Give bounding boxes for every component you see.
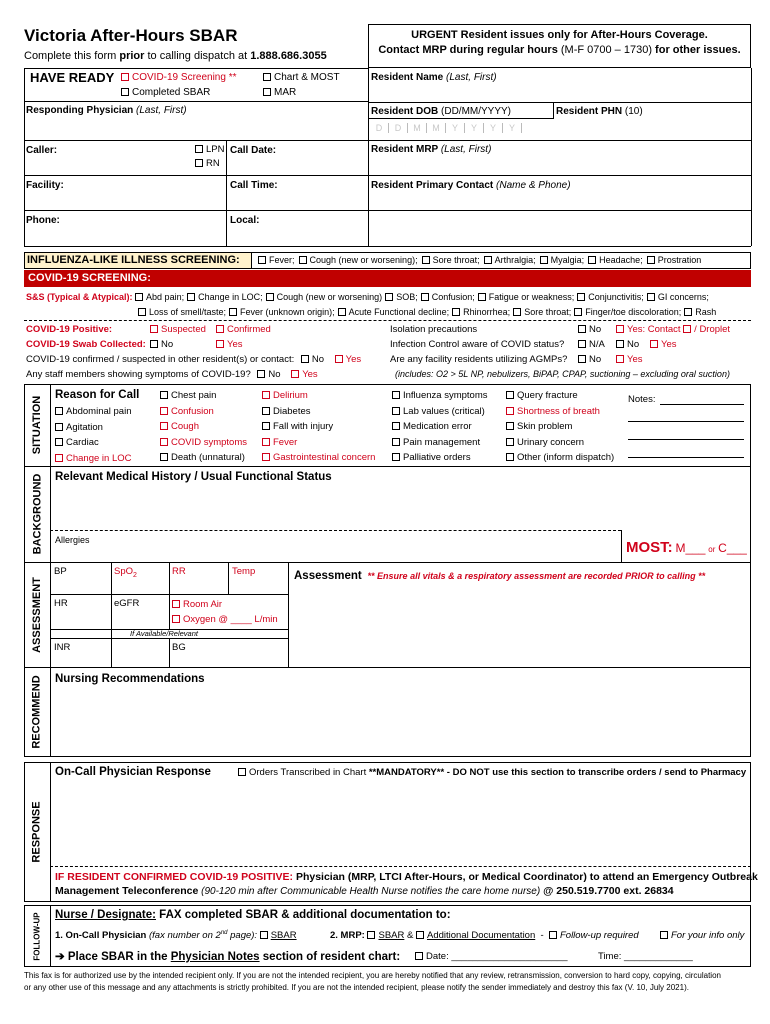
checkbox-item[interactable]: Lab values (critical)	[392, 406, 487, 422]
dob-cell[interactable]: M	[427, 123, 446, 133]
call-time-label: Call Time:	[230, 180, 278, 191]
checkbox-item[interactable]: Delirium	[262, 390, 375, 406]
agmp-includes: (includes: O2 > 5L NP, nebulizers, BiPAP, CPAP, suctioning – excluding oral suction)	[395, 369, 730, 379]
checkbox-item[interactable]: Query fracture	[506, 390, 614, 406]
checkbox-item[interactable]: Cough	[160, 421, 247, 437]
checkbox-item[interactable]: Medication error	[392, 421, 487, 437]
local-label: Local:	[230, 215, 260, 226]
urgent-box: URGENT Resident issues only for After-Hours Coverage. Contact MRP during regular hours (M-F 0700 – 1730) for other issues.	[368, 24, 751, 68]
addl-doc-checkbox[interactable]: Additional Documentation	[416, 930, 535, 941]
covid-positive-notice: IF RESIDENT CONFIRMED COVID-19 POSITIVE: Physician (MRP, LTCI After-Hours, or Medical Coordinator) to attend an Emergency Outbreak	[55, 871, 758, 883]
checkbox-item[interactable]: Fever (unknown origin);	[229, 307, 335, 317]
checkbox-item[interactable]: Change in LOC;	[187, 292, 263, 302]
checkbox-item[interactable]: Confusion;	[421, 292, 475, 302]
followup-required-checkbox[interactable]: Follow-up required	[549, 930, 639, 941]
agmp-no-checkbox[interactable]: No	[578, 354, 601, 365]
ili-label: INFLUENZA-LIKE ILLNESS SCREENING:	[25, 253, 252, 268]
item2-sbar-checkbox[interactable]: SBAR	[367, 930, 404, 941]
checkbox-item[interactable]: Death (unnatural)	[160, 452, 247, 468]
swab-label: COVID-19 Swab Collected:	[26, 339, 146, 350]
covid-screening-checkbox[interactable]: COVID-19 Screening **	[121, 72, 237, 83]
page-title: Victoria After-Hours SBAR	[24, 26, 238, 45]
have-ready-label: HAVE READY	[30, 70, 115, 85]
reason-col-3	[262, 390, 375, 468]
most-status: MOST: M___ or C___	[626, 539, 747, 556]
agmp-label: Are any facility residents utilizing AGMPs?	[390, 354, 568, 365]
lpn-checkbox[interactable]: LPN	[195, 144, 224, 155]
confirmed-checkbox[interactable]: Confirmed	[216, 324, 271, 335]
covid-positive-notice-2: Management Teleconference (90-120 min after Communicable Health Nurse notifies the care home nurse) @ 250.519.7700 ext. 26834	[55, 885, 674, 897]
footer-disclaimer-1: This fax is for authorized use by the intended recipient only. If you are not the intended recipient, you are hereby notified that any review, retransmission, conversion to hard copy, copying, circulation	[24, 971, 721, 980]
ipc-no-checkbox[interactable]: No	[616, 339, 639, 350]
checkbox-item[interactable]: Cough (new or worsening)	[266, 292, 383, 302]
dob-input-cells[interactable]	[370, 123, 522, 134]
suspected-checkbox[interactable]: Suspected	[150, 324, 206, 335]
confirmed-others-line: COVID-19 confirmed / suspected in other resident(s) or contact: No Yes	[26, 354, 362, 365]
if-available-label: If Available/Relevant	[130, 629, 198, 638]
dob-cell[interactable]: Y	[503, 123, 522, 133]
checkbox-item[interactable]: Fatigue or weakness;	[478, 292, 575, 302]
on-call-response-title: On-Call Physician Response	[55, 766, 211, 778]
resident-name-label: Resident Name (Last, First)	[371, 72, 497, 83]
notes-label: Notes:	[628, 394, 656, 405]
checkbox-item[interactable]: Gastrointestinal concern	[262, 452, 375, 468]
checkbox-item[interactable]: Confusion	[160, 406, 247, 422]
fax-item-1: 1. On-Call Physician (fax number on 2nd page): SBAR	[55, 930, 297, 942]
isolation-label: Isolation precautions	[390, 324, 478, 335]
situation-label: SITUATION	[31, 395, 43, 455]
reason-col-4	[392, 390, 487, 468]
reason-col-2	[160, 390, 247, 468]
ipc-na-checkbox[interactable]: N/A	[578, 339, 605, 350]
checkbox-item[interactable]: Conjunctivitis;	[577, 292, 644, 302]
checkbox-item[interactable]: Fever	[262, 437, 375, 453]
checkbox-item[interactable]: Shortness of breath	[506, 406, 614, 422]
dob-cell[interactable]: Y	[465, 123, 484, 133]
checkbox-item[interactable]: Palliative orders	[392, 452, 487, 468]
resident-primary-contact-label: Resident Primary Contact (Name & Phone)	[371, 180, 571, 191]
checkbox-item[interactable]: Loss of smell/taste;	[138, 307, 226, 317]
checkbox-item[interactable]: GI concerns;	[647, 292, 709, 302]
checkbox-item[interactable]: Sore throat;	[513, 307, 571, 317]
ss-line-2	[138, 307, 719, 317]
bg-label: BG	[172, 642, 186, 653]
item1-sbar-checkbox[interactable]: SBAR	[260, 930, 297, 941]
reason-col-5	[506, 390, 614, 468]
responding-physician-label: Responding Physician (Last, First)	[26, 105, 187, 116]
isolation-no-checkbox[interactable]: No	[578, 324, 601, 335]
checkbox-item[interactable]: Chest pain	[160, 390, 247, 406]
checkbox-item[interactable]: Abd pain;	[135, 292, 184, 302]
checkbox-item[interactable]: Change in LOC	[55, 453, 132, 469]
checkbox-item[interactable]: Finger/toe discoloration;	[574, 307, 681, 317]
checkbox-item[interactable]: Myalgia;	[540, 255, 585, 265]
fax-instructions: Nurse / Designate: FAX completed SBAR & additional documentation to:	[55, 909, 451, 921]
completed-sbar-checkbox[interactable]: Completed SBAR	[121, 87, 210, 98]
nursing-recommendations-title: Nursing Recommendations	[55, 673, 205, 685]
swab-no-checkbox[interactable]: No	[150, 339, 173, 350]
checkbox-item[interactable]: Headache;	[588, 255, 643, 265]
dob-cell[interactable]: D	[389, 123, 408, 133]
followup-label: FOLLOW-UP	[32, 911, 42, 961]
rr-label: RR	[172, 566, 186, 577]
caller-label: Caller:	[26, 145, 58, 156]
checkbox-item[interactable]: Arthralgia;	[484, 255, 536, 265]
checkbox-item[interactable]: Diabetes	[262, 406, 375, 422]
checkbox-item[interactable]: Agitation	[55, 422, 132, 438]
ss-line-1: S&S (Typical & Atypical): Abd pain; Change in LOC; Cough (new or worsening) SOB; Confusion; Fatigue or weakness; Conjunctivitis; GI concerns;	[26, 292, 709, 302]
dob-cell[interactable]: M	[408, 123, 427, 133]
egfr-label: eGFR	[114, 598, 140, 609]
checkbox-item[interactable]: Skin problem	[506, 421, 614, 437]
assessment-title: Assessment ** Ensure all vitals & a respiratory assessment are recorded PRIOR to calling **	[294, 570, 706, 582]
checkbox-item[interactable]: Influenza symptoms	[392, 390, 487, 406]
call-date-label: Call Date:	[230, 145, 277, 156]
ili-items	[258, 255, 705, 265]
spo2-label: SpO$_2$	[114, 566, 137, 579]
checkbox-item[interactable]: Prostration	[647, 255, 702, 265]
resident-dob-label: Resident DOB (DD/MM/YYYY)	[371, 106, 512, 117]
footer-disclaimer-2: or any other use of this message and any attachments is strictly prohibited. If you are not the intended recipient, please notify the sender immediately and destroy this fax (V. 10, July 2021).	[24, 983, 689, 992]
checkbox-item[interactable]: Pain management	[392, 437, 487, 453]
background-label: BACKGROUND	[31, 473, 44, 555]
checkbox-item[interactable]: COVID symptoms	[160, 437, 247, 453]
covid-positive-label: COVID-19 Positive:	[26, 324, 113, 335]
dob-cell[interactable]: Y	[484, 123, 503, 133]
allergies-label: Allergies	[55, 535, 90, 545]
resident-phn-label: Resident PHN (10)	[556, 106, 643, 117]
checkbox-item[interactable]: Rhinorrhea;	[452, 307, 510, 317]
checkbox-item[interactable]: Rash	[684, 307, 716, 317]
recommend-label: RECOMMEND	[31, 675, 43, 749]
fax-item-2: 2. MRP: SBAR & Additional Documentation - Follow-up required	[330, 930, 639, 941]
time-field[interactable]: Time: _____________	[598, 951, 693, 962]
dob-cell[interactable]: D	[370, 123, 389, 133]
room-air-checkbox[interactable]: Room Air	[172, 599, 222, 610]
for-info-checkbox[interactable]: For your info only	[660, 930, 744, 941]
facility-label: Facility:	[26, 180, 64, 191]
bp-label: BP	[54, 566, 67, 577]
date-field[interactable]: Date: ______________________	[415, 951, 568, 962]
checkbox-item[interactable]: Abdominal pain	[55, 406, 132, 422]
chart-most-checkbox[interactable]: Chart & MOST	[263, 72, 340, 83]
resident-mrp-label: Resident MRP (Last, First)	[371, 144, 492, 155]
checkbox-item[interactable]: Urinary concern	[506, 437, 614, 453]
checkbox-item[interactable]: Other (inform dispatch)	[506, 452, 614, 468]
covid-screening-banner: COVID-19 SCREENING:	[24, 270, 751, 287]
checkbox-item[interactable]: Fall with injury	[262, 421, 375, 437]
agmp-yes-checkbox[interactable]: Yes	[616, 354, 643, 365]
checkbox-item[interactable]: Cough (new or worsening);	[299, 255, 418, 265]
oxygen-checkbox[interactable]: Oxygen @ ____ L/min	[172, 614, 278, 625]
inr-label: INR	[54, 642, 71, 653]
page-subtitle: Complete this form prior to calling dispatch at 1.888.686.3055	[24, 50, 327, 62]
ipc-aware-label: Infection Control aware of COVID status?	[390, 339, 565, 350]
orders-transcribed-checkbox[interactable]: Orders Transcribed in Chart **MANDATORY** - DO NOT use this section to transcribe orders / send to Pharmacy	[238, 767, 746, 778]
checkbox-item[interactable]: Acute Functional decline;	[338, 307, 450, 317]
hr-label: HR	[54, 598, 68, 609]
arrow-right-icon: ➔	[55, 951, 65, 963]
dob-cell[interactable]: Y	[446, 123, 465, 133]
ipc-yes-checkbox[interactable]: Yes	[650, 339, 677, 350]
rn-checkbox[interactable]: RN	[195, 158, 220, 169]
staff-symptoms-line: Any staff members showing symptoms of COVID-19? No Yes	[26, 369, 318, 380]
swab-yes-checkbox[interactable]: Yes	[216, 339, 243, 350]
phone-label: Phone:	[26, 215, 60, 226]
checkbox-item[interactable]: SOB;	[385, 292, 418, 302]
reason-for-call-title: Reason for Call	[55, 389, 140, 401]
reason-col-1	[55, 406, 132, 468]
temp-label: Temp	[232, 566, 256, 577]
place-sbar-line: ➔ Place SBAR in the Physician Notes section of resident chart:	[55, 951, 401, 963]
response-label: RESPONSE	[31, 801, 44, 863]
checkbox-item[interactable]: Cardiac	[55, 437, 132, 453]
assessment-label: ASSESSMENT	[31, 576, 44, 653]
isolation-yes-checkbox[interactable]: Yes: Contact / Droplet	[616, 324, 730, 335]
dispatch-phone: 1.888.686.3055	[250, 50, 327, 62]
checkbox-item[interactable]: Sore throat;	[422, 255, 480, 265]
checkbox-item[interactable]: Fever;	[258, 255, 295, 265]
medical-history-title: Relevant Medical History / Usual Functional Status	[55, 471, 332, 483]
mar-checkbox[interactable]: MAR	[263, 87, 296, 98]
